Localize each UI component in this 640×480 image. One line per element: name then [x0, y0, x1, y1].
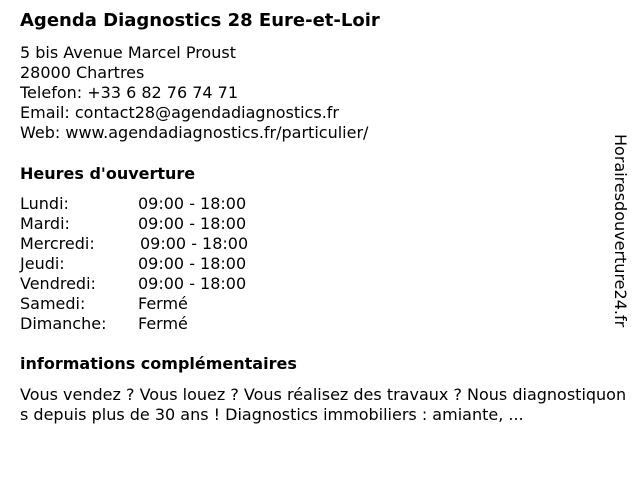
info-description: Vous vendez ? Vous louez ? Vous réalisez des travaux ? Nous diagnostiquons depuis plus de 30 ans ! Diagnostics immobiliers : amiante, ...	[20, 385, 627, 424]
time-value: Fermé	[138, 314, 188, 333]
time-value: 09:00 - 18:00	[138, 254, 247, 273]
info-heading: informations complémentaires	[20, 354, 297, 373]
time-value: 09:00 - 18:00	[138, 194, 247, 213]
day-label: Samedi:	[20, 294, 86, 313]
phone-number: Telefon: +33 6 82 76 74 71	[20, 83, 239, 102]
day-label: Mercredi:	[20, 234, 95, 253]
day-label: Dimanche:	[20, 314, 107, 333]
time-value: 09:00 - 18:00	[140, 234, 249, 253]
street-address: 5 bis Avenue Marcel Proust	[20, 43, 236, 62]
time-value: Fermé	[138, 294, 188, 313]
day-label: Lundi:	[20, 194, 69, 213]
city-address: 28000 Chartres	[20, 63, 145, 82]
website-url: Web: www.agendadiagnostics.fr/particulier/	[20, 123, 369, 142]
site-watermark: Horairesdouverture24.fr	[611, 134, 630, 328]
business-name: Agenda Diagnostics 28 Eure-et-Loir	[20, 10, 380, 31]
day-label: Jeudi:	[20, 254, 65, 273]
time-value: 09:00 - 18:00	[138, 274, 247, 293]
email-address: Email: contact28@agendadiagnostics.fr	[20, 103, 339, 122]
time-value: 09:00 - 18:00	[138, 214, 247, 233]
day-label: Mardi:	[20, 214, 70, 233]
day-label: Vendredi:	[20, 274, 96, 293]
hours-heading: Heures d'ouverture	[20, 164, 196, 183]
contact-block	[20, 43, 368, 143]
